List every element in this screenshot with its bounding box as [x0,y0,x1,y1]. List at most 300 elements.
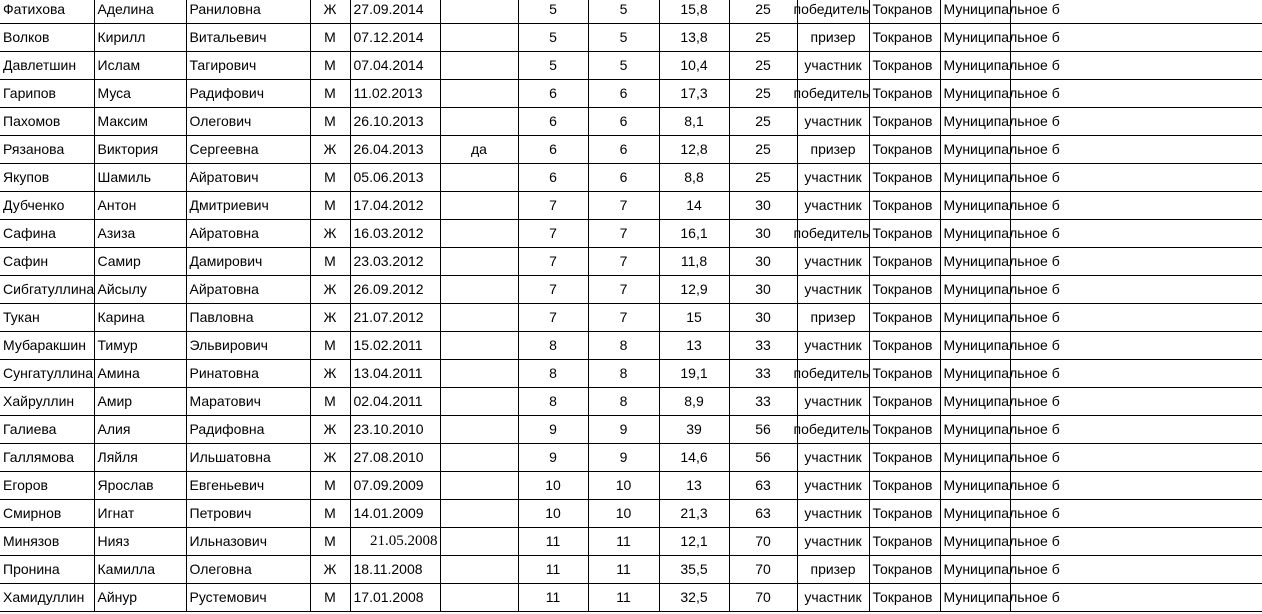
cell-sex[interactable]: М [310,500,350,528]
cell-max-score[interactable]: 30 [729,220,797,248]
cell-note[interactable] [440,80,518,108]
cell-status[interactable]: участник [797,276,869,304]
cell-first-name[interactable]: Камилла [94,556,186,584]
cell-max-score[interactable]: 30 [729,304,797,332]
cell-birth-date[interactable]: 17.01.2008 [350,584,440,612]
cell-surname[interactable]: Смирнов [0,500,94,528]
cell-teacher[interactable]: Токранов [869,332,940,360]
cell-first-name[interactable]: Муса [94,80,186,108]
cell-status[interactable]: участник [797,528,869,556]
cell-note[interactable] [440,500,518,528]
cell-grade-olympiad[interactable]: 7 [588,304,659,332]
cell-patronymic[interactable]: Олегович [186,108,310,136]
cell-teacher[interactable]: Токранов [869,556,940,584]
cell-teacher[interactable]: Токранов [869,472,940,500]
cell-birth-date[interactable]: 13.04.2011 [350,360,440,388]
cell-surname[interactable]: Минязов [0,528,94,556]
cell-school[interactable]: Муниципальное б [940,556,1010,584]
cell-status[interactable]: победитель [797,80,869,108]
cell-sex[interactable]: М [310,528,350,556]
cell-first-name[interactable]: Карина [94,304,186,332]
cell-sex[interactable]: Ж [310,136,350,164]
cell-grade[interactable]: 11 [518,584,588,612]
cell-sex[interactable]: М [310,332,350,360]
cell-birth-date[interactable]: 02.04.2011 [350,388,440,416]
cell-surname[interactable]: Сибгатуллина [0,276,94,304]
cell-patronymic[interactable]: Радифович [186,80,310,108]
table-row [0,52,1262,80]
cell-max-score[interactable]: 33 [729,360,797,388]
cell-note[interactable] [440,108,518,136]
cell-status[interactable]: участник [797,52,869,80]
cell-grade-olympiad[interactable]: 6 [588,136,659,164]
cell-birth-date[interactable]: 27.08.2010 [350,444,440,472]
cell-surname[interactable]: Пахомов [0,108,94,136]
cell-patronymic[interactable]: Тагирович [186,52,310,80]
cell-sex[interactable]: Ж [310,304,350,332]
cell-note[interactable] [440,276,518,304]
cell-patronymic[interactable]: Дамирович [186,248,310,276]
cell-grade[interactable]: 11 [518,556,588,584]
cell-score[interactable]: 12,9 [659,276,729,304]
cell-max-score[interactable]: 30 [729,192,797,220]
cell-grade[interactable]: 10 [518,500,588,528]
cell-status[interactable]: победитель [797,0,869,24]
cell-score[interactable]: 21,3 [659,500,729,528]
cell-max-score[interactable]: 56 [729,444,797,472]
cell-teacher[interactable]: Токранов [869,136,940,164]
cell-score[interactable]: 14,6 [659,444,729,472]
cell-patronymic[interactable]: Айратович [186,164,310,192]
cell-patronymic[interactable]: Евгеньевич [186,472,310,500]
cell-teacher[interactable]: Токранов [869,584,940,612]
cell-first-name[interactable]: Игнат [94,500,186,528]
cell-surname[interactable]: Дубченко [0,192,94,220]
cell-teacher[interactable]: Токранов [869,500,940,528]
table-row [0,472,1262,500]
cell-teacher[interactable]: Токранов [869,164,940,192]
cell-sex[interactable]: Ж [310,444,350,472]
cell-surname[interactable]: Галлямова [0,444,94,472]
cell-surname[interactable]: Давлетшин [0,52,94,80]
cell-grade[interactable]: 6 [518,108,588,136]
cell-school[interactable]: Муниципальное б [940,24,1010,52]
cell-sex[interactable]: М [310,24,350,52]
cell-school[interactable]: Муниципальное б [940,472,1010,500]
cell-grade-olympiad[interactable]: 10 [588,472,659,500]
table-row [0,444,1262,472]
table-row [0,584,1262,612]
cell-score[interactable]: 10,4 [659,52,729,80]
cell-birth-date[interactable]: 16.03.2012 [350,220,440,248]
cell-surname[interactable]: Волков [0,24,94,52]
cell-note[interactable] [440,388,518,416]
cell-first-name[interactable]: Аделина [94,0,186,24]
cell-school[interactable]: Муниципальное б [940,444,1010,472]
cell-grade[interactable]: 5 [518,52,588,80]
cell-school[interactable]: Муниципальное б [940,192,1010,220]
cell-max-score[interactable]: 30 [729,248,797,276]
cell-grade-olympiad[interactable]: 10 [588,500,659,528]
cell-max-score[interactable]: 63 [729,472,797,500]
cell-patronymic[interactable]: Дмитриевич [186,192,310,220]
cell-grade-olympiad[interactable]: 7 [588,192,659,220]
cell-birth-date[interactable]: 27.09.2014 [350,0,440,24]
cell-status[interactable]: участник [797,388,869,416]
cell-grade[interactable]: 7 [518,220,588,248]
cell-grade-olympiad[interactable]: 9 [588,416,659,444]
cell-note[interactable] [440,248,518,276]
cell-score[interactable]: 39 [659,416,729,444]
cell-birth-date[interactable]: 23.10.2010 [350,416,440,444]
cell-school[interactable]: Муниципальное б [940,276,1010,304]
cell-score[interactable]: 12,8 [659,136,729,164]
cell-school[interactable]: Муниципальное б [940,416,1010,444]
cell-school[interactable]: Муниципальное б [940,332,1010,360]
cell-patronymic[interactable]: Ринатовна [186,360,310,388]
table-row [0,220,1262,248]
cell-first-name[interactable]: Нияз [94,528,186,556]
cell-status[interactable]: победитель [797,360,869,388]
cell-grade[interactable]: 10 [518,472,588,500]
cell-teacher[interactable]: Токранов [869,0,940,24]
cell-school[interactable]: Муниципальное б [940,136,1010,164]
cell-birth-date[interactable]: 07.09.2009 [350,472,440,500]
cell-first-name[interactable]: Айсылу [94,276,186,304]
cell-teacher[interactable]: Токранов [869,220,940,248]
cell-score[interactable]: 32,5 [659,584,729,612]
cell-birth-date[interactable]: 14.01.2009 [350,500,440,528]
cell-note[interactable] [440,52,518,80]
cell-patronymic[interactable]: Ильшатовна [186,444,310,472]
cell-patronymic[interactable]: Сергеевна [186,136,310,164]
cell-score[interactable]: 13 [659,472,729,500]
cell-sex[interactable]: М [310,192,350,220]
cell-birth-date[interactable]: 26.04.2013 [350,136,440,164]
cell-surname[interactable]: Сафин [0,248,94,276]
cell-surname[interactable]: Егоров [0,472,94,500]
table-row [0,416,1262,444]
table-row [0,276,1262,304]
cell-grade[interactable]: 9 [518,416,588,444]
cell-school[interactable]: Муниципальное б [940,164,1010,192]
cell-first-name[interactable]: Амина [94,360,186,388]
cell-surname[interactable]: Пронина [0,556,94,584]
cell-surname[interactable]: Хамидуллин [0,584,94,612]
cell-surname[interactable]: Тукан [0,304,94,332]
cell-surname[interactable]: Фатихова [0,0,94,24]
cell-score[interactable]: 11,8 [659,248,729,276]
cell-status[interactable]: участник [797,164,869,192]
cell-max-score[interactable]: 70 [729,584,797,612]
cell-school[interactable]: Муниципальное б [940,528,1010,556]
cell-patronymic[interactable]: Маратович [186,388,310,416]
cell-first-name[interactable]: Антон [94,192,186,220]
cell-surname[interactable]: Хайруллин [0,388,94,416]
cell-grade[interactable]: 7 [518,248,588,276]
cell-school[interactable]: Муниципальное б [940,108,1010,136]
cell-surname[interactable]: Сафина [0,220,94,248]
cell-first-name[interactable]: Айнур [94,584,186,612]
cell-teacher[interactable]: Токранов [869,24,940,52]
cell-school[interactable]: Муниципальное б [940,220,1010,248]
cell-note[interactable] [440,304,518,332]
cell-note[interactable] [440,472,518,500]
cell-birth-date[interactable]: 18.11.2008 [350,556,440,584]
table-row [0,164,1262,192]
cell-max-score[interactable]: 25 [729,0,797,24]
cell-grade[interactable]: 7 [518,192,588,220]
cell-status[interactable]: победитель [797,416,869,444]
cell-school[interactable]: Муниципальное б [940,52,1010,80]
cell-grade-olympiad[interactable]: 8 [588,388,659,416]
cell-grade-olympiad[interactable]: 11 [588,528,659,556]
table-row [0,360,1262,388]
cell-school[interactable]: Муниципальное б [940,500,1010,528]
cell-status[interactable]: участник [797,108,869,136]
cell-grade-olympiad[interactable]: 5 [588,0,659,24]
cell-school[interactable]: Муниципальное б [940,360,1010,388]
cell-first-name[interactable]: Ляйля [94,444,186,472]
cell-first-name[interactable]: Алия [94,416,186,444]
cell-first-name[interactable]: Ярослав [94,472,186,500]
cell-teacher[interactable]: Токранов [869,528,940,556]
cell-sex[interactable]: М [310,164,350,192]
cell-birth-date[interactable]: 07.04.2014 [350,52,440,80]
cell-teacher[interactable]: Токранов [869,416,940,444]
cell-note[interactable] [440,0,518,24]
cell-max-score[interactable]: 25 [729,108,797,136]
cell-birth-date[interactable]: 17.04.2012 [350,192,440,220]
table-row [0,0,1262,24]
cell-note[interactable] [440,584,518,612]
cell-sex[interactable]: М [310,388,350,416]
cell-patronymic[interactable]: Петрович [186,500,310,528]
cell-sex[interactable]: Ж [310,220,350,248]
cell-max-score[interactable]: 25 [729,24,797,52]
cell-grade-olympiad[interactable]: 7 [588,276,659,304]
cell-status[interactable]: призер [797,556,869,584]
cell-sex[interactable]: М [310,472,350,500]
cell-max-score[interactable]: 25 [729,136,797,164]
cell-sex[interactable]: Ж [310,276,350,304]
cell-grade[interactable]: 6 [518,136,588,164]
cell-note[interactable] [440,220,518,248]
cell-grade-olympiad[interactable]: 8 [588,332,659,360]
cell-first-name[interactable]: Максим [94,108,186,136]
cell-status[interactable]: призер [797,304,869,332]
cell-grade[interactable]: 5 [518,24,588,52]
cell-sex[interactable]: Ж [310,360,350,388]
cell-teacher[interactable]: Токранов [869,360,940,388]
cell-note[interactable] [440,528,518,556]
cell-sex[interactable]: М [310,584,350,612]
cell-status[interactable]: победитель [797,220,869,248]
cell-max-score[interactable]: 63 [729,500,797,528]
cell-status[interactable]: участник [797,472,869,500]
cell-score[interactable]: 16,1 [659,220,729,248]
cell-birth-date[interactable]: 15.02.2011 [350,332,440,360]
cell-grade-olympiad[interactable]: 6 [588,108,659,136]
cell-patronymic[interactable]: Айратовна [186,276,310,304]
cell-patronymic[interactable]: Радифовна [186,416,310,444]
cell-score[interactable]: 15,8 [659,0,729,24]
cell-grade[interactable]: 8 [518,388,588,416]
cell-surname[interactable]: Гарипов [0,80,94,108]
cell-status[interactable]: участник [797,500,869,528]
cell-note[interactable]: да [440,136,518,164]
cell-patronymic[interactable]: Эльвирович [186,332,310,360]
cell-birth-date[interactable]: 21.05.2008 [350,528,440,556]
table-row [0,332,1262,360]
cell-grade[interactable]: 7 [518,276,588,304]
cell-status[interactable]: участник [797,444,869,472]
cell-teacher[interactable]: Токранов [869,108,940,136]
cell-score[interactable]: 13,8 [659,24,729,52]
cell-teacher[interactable]: Токранов [869,192,940,220]
cell-birth-date[interactable]: 07.12.2014 [350,24,440,52]
cell-surname[interactable]: Галиева [0,416,94,444]
cell-first-name[interactable]: Самир [94,248,186,276]
cell-first-name[interactable]: Ислам [94,52,186,80]
cell-status[interactable]: участник [797,192,869,220]
cell-max-score[interactable]: 25 [729,80,797,108]
cell-note[interactable] [440,416,518,444]
cell-birth-date[interactable]: 23.03.2012 [350,248,440,276]
cell-note[interactable] [440,332,518,360]
cell-patronymic[interactable]: Рустемович [186,584,310,612]
cell-birth-date[interactable]: 21.07.2012 [350,304,440,332]
cell-sex[interactable]: М [310,248,350,276]
table-row [0,80,1262,108]
cell-score[interactable]: 8,8 [659,164,729,192]
cell-sex[interactable]: Ж [310,556,350,584]
cell-note[interactable] [440,24,518,52]
cell-teacher[interactable]: Токранов [869,444,940,472]
cell-grade-olympiad[interactable]: 7 [588,220,659,248]
cell-school[interactable]: Муниципальное б [940,584,1010,612]
cell-first-name[interactable]: Тимур [94,332,186,360]
cell-grade-olympiad[interactable]: 8 [588,360,659,388]
cell-note[interactable] [440,556,518,584]
cell-sex[interactable]: М [310,52,350,80]
cell-grade[interactable]: 11 [518,528,588,556]
cell-max-score[interactable]: 33 [729,388,797,416]
cell-grade[interactable]: 8 [518,332,588,360]
cell-teacher[interactable]: Токранов [869,276,940,304]
cell-grade-olympiad[interactable]: 6 [588,80,659,108]
cell-note[interactable] [440,192,518,220]
cell-note[interactable] [440,360,518,388]
cell-max-score[interactable]: 70 [729,528,797,556]
cell-surname[interactable]: Сунгатуллина [0,360,94,388]
cell-score[interactable]: 14 [659,192,729,220]
cell-status[interactable]: призер [797,24,869,52]
cell-school[interactable]: Муниципальное б [940,388,1010,416]
cell-patronymic[interactable]: Раниловна [186,0,310,24]
cell-status[interactable]: участник [797,248,869,276]
table-row [0,304,1262,332]
cell-birth-date[interactable]: 26.10.2013 [350,108,440,136]
cell-surname[interactable]: Рязанова [0,136,94,164]
cell-birth-date[interactable]: 26.09.2012 [350,276,440,304]
cell-surname[interactable]: Мубаракшин [0,332,94,360]
cell-first-name[interactable]: Кирилл [94,24,186,52]
cell-sex[interactable]: Ж [310,0,350,24]
cell-score[interactable]: 12,1 [659,528,729,556]
cell-score[interactable]: 19,1 [659,360,729,388]
cell-score[interactable]: 15 [659,304,729,332]
cell-grade-olympiad[interactable]: 7 [588,248,659,276]
cell-birth-date[interactable]: 05.06.2013 [350,164,440,192]
cell-sex[interactable]: М [310,108,350,136]
cell-score[interactable]: 8,1 [659,108,729,136]
cell-birth-date[interactable]: 11.02.2013 [350,80,440,108]
cell-grade-olympiad[interactable]: 11 [588,584,659,612]
cell-max-score[interactable]: 25 [729,52,797,80]
cell-first-name[interactable]: Виктория [94,136,186,164]
cell-score[interactable]: 8,9 [659,388,729,416]
cell-patronymic[interactable]: Айратовна [186,220,310,248]
cell-grade[interactable]: 5 [518,0,588,24]
cell-grade-olympiad[interactable]: 5 [588,52,659,80]
cell-max-score[interactable]: 70 [729,556,797,584]
cell-grade-olympiad[interactable]: 6 [588,164,659,192]
cell-grade[interactable]: 7 [518,304,588,332]
table-row [0,192,1262,220]
cell-note[interactable] [440,444,518,472]
cell-grade[interactable]: 6 [518,80,588,108]
cell-grade-olympiad[interactable]: 9 [588,444,659,472]
cell-teacher[interactable]: Токранов [869,52,940,80]
cell-teacher[interactable]: Токранов [869,80,940,108]
cell-grade[interactable]: 9 [518,444,588,472]
cell-grade-olympiad[interactable]: 11 [588,556,659,584]
cell-sex[interactable]: Ж [310,416,350,444]
cell-surname[interactable]: Якупов [0,164,94,192]
cell-school[interactable]: Муниципальное б [940,304,1010,332]
cell-school[interactable]: Муниципальное б [940,0,1010,24]
cell-patronymic[interactable]: Павловна [186,304,310,332]
cell-note[interactable] [440,164,518,192]
cell-sex[interactable]: М [310,80,350,108]
cell-first-name[interactable]: Шамиль [94,164,186,192]
cell-patronymic[interactable]: Ильназович [186,528,310,556]
cell-teacher[interactable]: Токранов [869,248,940,276]
cell-school[interactable]: Муниципальное б [940,248,1010,276]
cell-max-score[interactable]: 33 [729,332,797,360]
cell-max-score[interactable]: 30 [729,276,797,304]
cell-grade[interactable]: 6 [518,164,588,192]
cell-first-name[interactable]: Азиза [94,220,186,248]
cell-max-score[interactable]: 56 [729,416,797,444]
cell-patronymic[interactable]: Олеговна [186,556,310,584]
cell-teacher[interactable]: Токранов [869,304,940,332]
cell-max-score[interactable]: 25 [729,164,797,192]
cell-score[interactable]: 17,3 [659,80,729,108]
cell-score[interactable]: 35,5 [659,556,729,584]
cell-patronymic[interactable]: Витальевич [186,24,310,52]
cell-teacher[interactable]: Токранов [869,388,940,416]
cell-score[interactable]: 13 [659,332,729,360]
cell-grade-olympiad[interactable]: 5 [588,24,659,52]
cell-grade[interactable]: 8 [518,360,588,388]
cell-first-name[interactable]: Амир [94,388,186,416]
cell-school[interactable]: Муниципальное б [940,80,1010,108]
cell-status[interactable]: участник [797,584,869,612]
cell-status[interactable]: участник [797,332,869,360]
cell-status[interactable]: призер [797,136,869,164]
